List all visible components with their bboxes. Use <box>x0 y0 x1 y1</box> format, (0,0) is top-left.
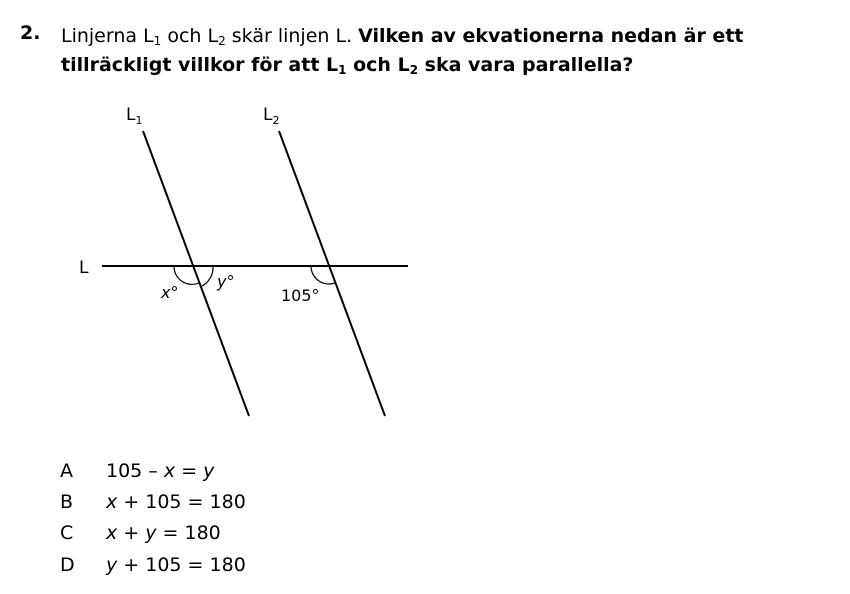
prompt-text-2: och L <box>346 54 410 76</box>
angle-x-label: x° <box>161 283 179 302</box>
line-L2 <box>279 131 385 416</box>
angle-105-arc <box>311 266 335 284</box>
expression-part: = <box>175 459 204 482</box>
option-letter: A <box>60 459 73 482</box>
prompt-sub-2: 2 <box>409 63 419 77</box>
intro-sub-2: 2 <box>218 34 226 48</box>
angle-y-label: y° <box>217 272 235 291</box>
prompt-sub-1: 1 <box>338 63 347 77</box>
answer-options <box>60 455 246 580</box>
option-expression <box>106 554 246 576</box>
expression-part: y <box>203 459 215 482</box>
expression-part: 105 – <box>106 459 164 482</box>
option-letter: D <box>60 553 75 576</box>
option-b[interactable] <box>60 486 246 517</box>
option-expression <box>106 522 221 544</box>
option-d[interactable] <box>60 549 246 580</box>
expression-part: = 180 <box>156 522 221 545</box>
intro-text-1: Linjerna L <box>61 25 154 47</box>
question-number: 2. <box>20 22 41 44</box>
expression-part: x <box>106 522 118 545</box>
expression-part: + 105 = 180 <box>117 490 246 513</box>
expression-part: y <box>145 522 157 545</box>
label-L1: $L_1$ <box>126 105 143 127</box>
option-letter: C <box>60 522 74 545</box>
expression-part: + <box>117 522 146 545</box>
intro-text-2: och L <box>161 25 219 47</box>
angle-105-label: 105° <box>281 286 320 305</box>
prompt-text-3: ska vara parallella? <box>418 54 634 76</box>
option-expression <box>106 491 246 513</box>
label-L2: $L_2$ <box>263 105 280 127</box>
intro-text-3: skär linjen L. <box>225 25 359 47</box>
option-c[interactable] <box>60 518 246 549</box>
intro-sub-1: 1 <box>153 34 162 48</box>
angle-y-arc <box>200 266 213 287</box>
option-letter: B <box>60 490 74 513</box>
expression-part: + 105 = 180 <box>117 553 246 576</box>
expression-part: y <box>106 553 118 576</box>
label-L: L <box>79 258 89 278</box>
expression-part: x <box>106 490 118 513</box>
option-expression <box>106 460 214 482</box>
expression-part: x <box>163 459 176 482</box>
prompt-text-1: Vilken av ekvationerna nedan är ett tillräckligt villkor för att L <box>61 25 744 76</box>
option-a[interactable] <box>60 455 246 486</box>
